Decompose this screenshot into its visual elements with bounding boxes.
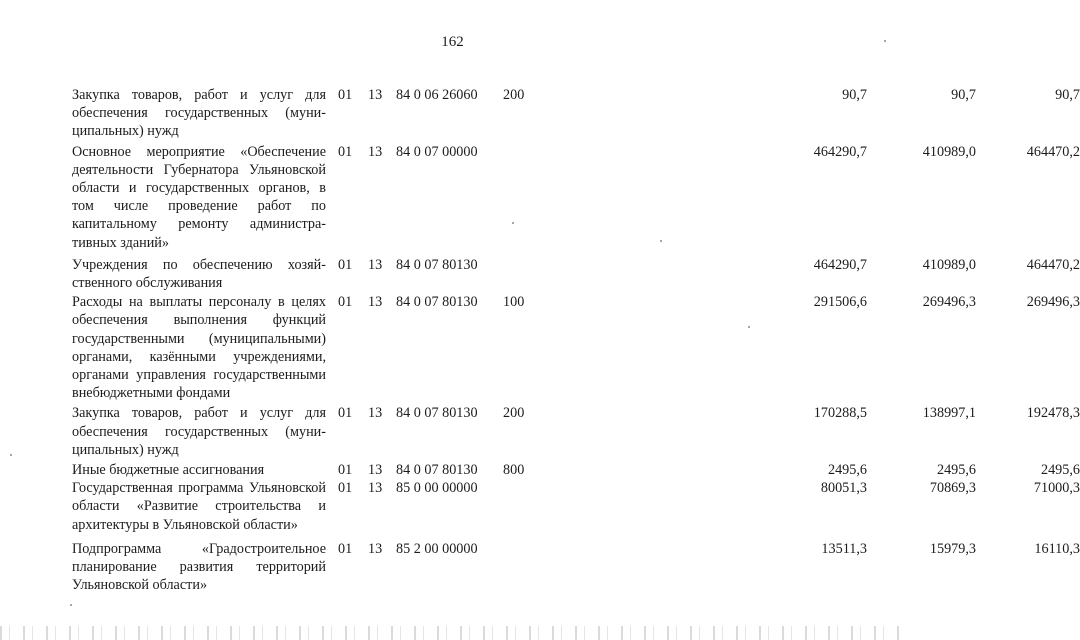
row-description: Иные бюджетные ассигнования: [72, 462, 265, 479]
scan-speck: [884, 40, 886, 42]
row-description: Государственная программа Ульяновской области «Развитие строительства и архитектуры в Ульяновской области»: [72, 480, 326, 533]
scan-speck: [70, 604, 72, 606]
row-amount-year2: 70869,3: [929, 480, 976, 497]
row-target-article-code: 84 0 07 80130: [396, 405, 478, 422]
row-amount-year3: 192478,3: [1026, 405, 1080, 422]
page-number: 162: [441, 34, 464, 50]
row-amount-year1: 464290,7: [813, 256, 867, 273]
table-row: [72, 479, 1080, 534]
row-subsection-code: 13: [368, 87, 383, 103]
row-amount-year3: 464470,2: [1026, 256, 1080, 273]
row-section-code: 01: [338, 143, 353, 160]
row-expense-type-code: 800: [503, 462, 525, 479]
row-amount-year1: 291506,6: [813, 294, 867, 311]
row-amount-year1: 464290,7: [813, 143, 867, 160]
scan-edge-noise: [0, 626, 905, 640]
row-amount-year2: 410989,0: [922, 143, 976, 160]
row-expense-type-code: 200: [503, 405, 525, 422]
row-target-article-code: 85 2 00 00000: [396, 540, 478, 557]
table-row: [72, 540, 1080, 595]
row-expense-type-code: 200: [503, 87, 525, 103]
row-description: Расходы на выплаты персоналу в целях обеспечения выполнения функций государственными (муниципальными) органами, казёнными учреждениями, органами управления государственными внебюджетными фондами: [72, 294, 326, 402]
row-amount-year1: 80051,3: [820, 480, 867, 497]
row-expense-type-code: 100: [503, 294, 525, 311]
row-target-article-code: 85 0 00 00000: [396, 480, 478, 497]
row-description: Основное мероприятие «Обеспечение деятельности Губернатора Ульяновской области и государственных органов, в том числе проведение работ по капитальному ремонту административных зданий»: [72, 143, 326, 251]
row-amount-year3: 269496,3: [1026, 294, 1080, 311]
row-subsection-code: 13: [368, 480, 383, 497]
row-subsection-code: 13: [368, 405, 383, 422]
table-row: [72, 143, 1080, 252]
table-row: [72, 293, 1080, 402]
row-section-code: 01: [338, 294, 353, 311]
row-target-article-code: 84 0 07 80130: [396, 294, 478, 311]
row-amount-year2: 410989,0: [922, 256, 976, 273]
row-amount-year2: 138997,1: [922, 405, 976, 422]
row-subsection-code: 13: [368, 462, 383, 479]
scan-speck: [512, 222, 514, 224]
row-amount-year2: 15979,3: [929, 540, 976, 557]
row-amount-year2: 269496,3: [922, 294, 976, 311]
row-section-code: 01: [338, 256, 353, 273]
row-subsection-code: 13: [368, 143, 383, 160]
scan-speck: [748, 326, 750, 328]
row-section-code: 01: [338, 87, 353, 103]
row-amount-year1: 90,7: [842, 87, 867, 103]
scan-speck: [10, 454, 12, 456]
row-amount-year1: 170288,5: [813, 405, 867, 422]
row-amount-year1: 2495,6: [827, 462, 867, 479]
row-section-code: 01: [338, 480, 353, 497]
row-section-code: 01: [338, 462, 353, 479]
row-amount-year3: 2495,6: [1040, 462, 1080, 479]
row-subsection-code: 13: [368, 540, 383, 557]
scan-speck: [660, 240, 662, 242]
row-section-code: 01: [338, 405, 353, 422]
table-row: [72, 404, 1080, 459]
table-row: [72, 256, 1080, 292]
row-subsection-code: 13: [368, 256, 383, 273]
table-row: [72, 86, 1080, 141]
row-amount-year2: 90,7: [951, 87, 976, 103]
row-target-article-code: 84 0 07 80130: [396, 462, 478, 479]
row-description: Закупка товаров, работ и услуг для обеспечения государственных (муниципальных) нужд: [72, 405, 326, 458]
row-description: Закупка товаров, работ и услуг для обеспечения государственных (муниципальных) нужд: [72, 87, 326, 140]
table-row: [72, 461, 1080, 479]
row-amount-year2: 2495,6: [936, 462, 976, 479]
row-amount-year3: 90,7: [1055, 87, 1080, 103]
row-description: Учреждения по обеспечению хозяйственного обслуживания: [72, 256, 326, 292]
row-amount-year3: 464470,2: [1026, 143, 1080, 160]
row-subsection-code: 13: [368, 294, 383, 311]
budget-table: [72, 86, 1080, 594]
row-amount-year3: 16110,3: [1034, 540, 1080, 557]
row-description: Подпрограмма «Градостроительное планирование развития территорий Ульяновской области»: [72, 540, 326, 594]
row-target-article-code: 84 0 06 26060: [396, 87, 478, 103]
row-target-article-code: 84 0 07 80130: [396, 256, 478, 273]
row-section-code: 01: [338, 540, 353, 557]
row-target-article-code: 84 0 07 00000: [396, 143, 478, 160]
row-amount-year1: 13511,3: [821, 540, 867, 557]
row-amount-year3: 71000,3: [1033, 480, 1080, 497]
